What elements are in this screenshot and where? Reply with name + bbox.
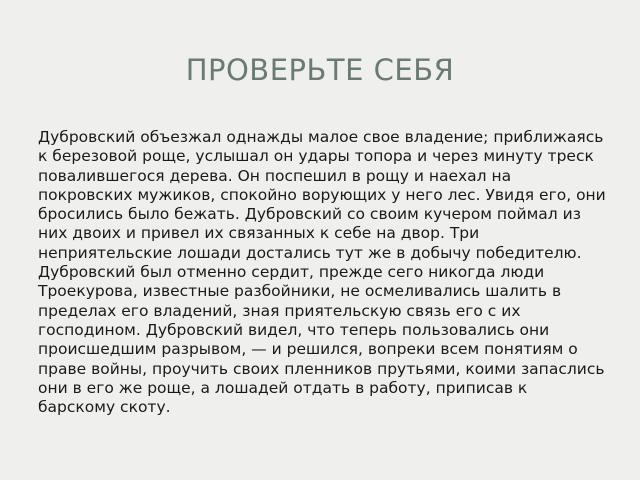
slide-body-text: Дубровский объезжал однажды малое свое владение; приближаясь к березовой роще, услышал он удары топора и через минуту треск повалившегося дерева. Он поспешил в рощу и наехал на покровских мужиков, спокойно ворующих у него лес. Увидя его, они бросились было бежать. Дубровский со своим кучером поймал из них двоих и привел их связанных к себе на двор. Три неприятельские лошади достались тут же в добычу победителю. Дубровский был отменно сердит, прежде сего никогда люди Троекурова, известные разбойники, не осмеливались шалить в пределах его владений, зная приятельскую связь его с их господином. Дубровский видел, что теперь пользовались они происшедшим разрывом, — и решился, вопреки всем понятиям о праве войны, проучить своих пленников прутьями, коими запаслись они в его же роще, а лошадей отдать в работу, приписав к барскому скоту. (38, 128, 606, 417)
slide-title: ПРОВЕРЬТЕ СЕБЯ (185, 53, 455, 87)
